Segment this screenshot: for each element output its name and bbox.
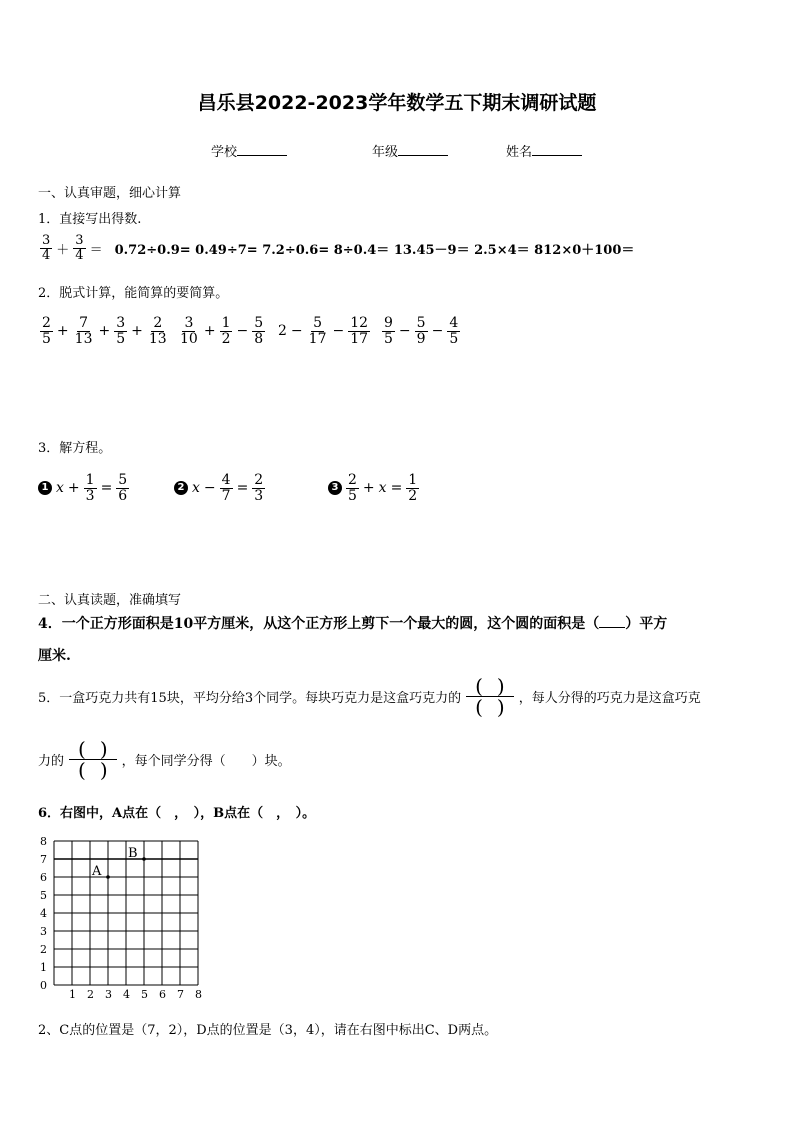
operator: x — [56, 480, 64, 497]
operator: − — [203, 480, 216, 497]
operator: − — [398, 323, 411, 340]
q4-text-b: ）平方 — [625, 616, 668, 632]
operator: − — [236, 323, 249, 340]
y-tick-label: 2 — [40, 943, 47, 956]
q3-text: 3．解方程。 — [38, 441, 112, 456]
fraction: $\frac{5}{8}$ — [254, 315, 264, 347]
q5-fraction-blank-2[interactable]: $\frac{()}{()}$ — [64, 739, 122, 780]
x-tick-label: 7 — [177, 988, 184, 1001]
point-b-marker — [142, 857, 146, 861]
x-tick-label: 3 — [105, 988, 112, 1001]
fraction: $\frac{3}{5}$ — [116, 315, 126, 347]
fraction: $\frac{2}{13}$ — [148, 315, 167, 347]
x-tick-label: 2 — [87, 988, 94, 1001]
school-blank[interactable] — [237, 143, 287, 156]
fraction: $\frac{5}{6}$ — [118, 472, 128, 504]
q1-expressions — [38, 234, 636, 262]
grade-blank[interactable] — [398, 143, 448, 156]
point-a-marker — [106, 875, 110, 879]
operator: + — [56, 323, 69, 340]
coordinate-grid — [36, 830, 211, 1005]
q3-equation-1 — [38, 473, 131, 503]
point-a-label: A — [92, 864, 102, 879]
operator: = — [390, 480, 403, 497]
q5-line2 — [38, 739, 291, 780]
name-label: 姓名 — [506, 145, 533, 160]
fraction: $\frac{4}{5}$ — [449, 315, 459, 347]
q2-expr-1 — [38, 316, 171, 346]
operator: − — [431, 323, 444, 340]
q4-answer-blank[interactable] — [599, 615, 625, 628]
fraction: $\frac{9}{5}$ — [384, 315, 393, 347]
q1-frac-a: $\frac{3}{4}$ — [42, 233, 51, 263]
q4-text-a: 4．一个正方形面积是10平方厘米，从这个正方形上剪下一个最大的圆，这个圆的面积是（ — [38, 616, 600, 632]
q4-line2: 厘米. — [38, 648, 71, 664]
operator: x — [192, 480, 200, 497]
q2-expr-3 — [276, 316, 372, 346]
grade-label: 年级 — [372, 145, 399, 160]
q3-equation-3 — [328, 473, 421, 503]
section2-heading: 二、认真读题，准确填写 — [38, 593, 182, 608]
page-title: 昌乐县2022-2023学年数学五下期末调研试题 — [197, 92, 597, 114]
name-field — [506, 141, 582, 160]
fraction: $\frac{1}{2}$ — [408, 472, 418, 504]
fraction: $\frac{1}{3}$ — [85, 472, 95, 504]
fraction: $\frac{7}{13}$ — [74, 315, 93, 347]
q2-expr-4 — [380, 316, 462, 346]
x-tick-label: 5 — [141, 988, 148, 1001]
school-field — [211, 141, 287, 160]
grade-field — [372, 141, 448, 160]
q5-text-c: 力的 — [38, 754, 65, 769]
y-tick-label: 0 — [40, 979, 47, 992]
q5-line1 — [38, 676, 701, 717]
circled-number: 3 — [328, 481, 342, 495]
operator: = — [236, 480, 249, 497]
name-blank[interactable] — [532, 143, 582, 156]
y-tick-label: 3 — [40, 925, 47, 938]
operator: + — [203, 323, 216, 340]
operator: − — [332, 323, 345, 340]
q6-text: 6．右图中，A点在（ ， ），B点在（ ， ）。 — [38, 806, 316, 821]
y-tick-label: 6 — [40, 871, 47, 884]
operator: x — [378, 480, 387, 497]
point-b-label: B — [128, 846, 138, 861]
circled-number: 2 — [174, 481, 188, 495]
fraction: $\frac{2}{5}$ — [42, 315, 51, 347]
fraction: $\frac{5}{9}$ — [416, 315, 426, 347]
fraction: $\frac{2}{5}$ — [348, 472, 357, 504]
q7-text: 2、C点的位置是（7，2），D点的位置是（3，4），请在右图中标出C、D两点。 — [38, 1023, 498, 1038]
operator: 2 — [278, 323, 287, 340]
q4-line1 — [38, 613, 667, 633]
x-tick-label: 8 — [195, 988, 202, 1001]
y-tick-label: 7 — [40, 853, 47, 866]
y-tick-label: 4 — [40, 907, 47, 920]
section1-heading: 一、认真审题，细心计算 — [38, 186, 182, 201]
operator: + — [67, 480, 80, 497]
operator: − — [290, 323, 303, 340]
school-label: 学校 — [211, 145, 238, 160]
q1-rest: 0.72÷0.9= 0.49÷7= 7.2÷0.6= 8÷0.4＝ 13.45－9＝ 2.5×4＝ 812×0＋100＝ — [114, 242, 635, 258]
y-tick-label: 8 — [40, 835, 47, 848]
operator: + — [362, 480, 375, 497]
circled-number: 1 — [38, 481, 52, 495]
fraction: $\frac{2}{3}$ — [254, 472, 264, 504]
q5-text-b: ，每人分得的巧克力是这盒巧克 — [518, 691, 701, 706]
q5-text-a: 5．一盒巧克力共有15块，平均分给3个同学。每块巧克力是这盒巧克力的 — [38, 691, 462, 706]
q3-equation-2 — [174, 473, 267, 503]
q2-expr-2 — [176, 316, 267, 346]
plus-sign: ＋ — [56, 242, 70, 258]
equals-sign: ＝ — [89, 242, 103, 258]
q5-fraction-blank-1[interactable]: $\frac{()}{()}$ — [461, 676, 519, 717]
q5-text-d: ，每个同学分得（ ）块。 — [121, 754, 291, 769]
fraction: $\frac{5}{17}$ — [308, 315, 327, 347]
fraction: $\frac{12}{17}$ — [350, 315, 369, 347]
operator: = — [100, 480, 113, 497]
fraction: $\frac{1}{2}$ — [221, 315, 231, 347]
q2-text: 2．脱式计算，能简算的要简算。 — [38, 286, 229, 301]
q1-frac-b: $\frac{3}{4}$ — [75, 233, 84, 263]
q1-text: 1．直接写出得数. — [38, 212, 142, 227]
fraction: $\frac{4}{7}$ — [221, 472, 231, 504]
x-tick-label: 6 — [159, 988, 166, 1001]
operator: + — [98, 323, 111, 340]
fraction: $\frac{3}{10}$ — [180, 315, 198, 347]
y-tick-label: 1 — [40, 961, 47, 974]
x-tick-label: 4 — [123, 988, 130, 1001]
y-tick-label: 5 — [40, 889, 47, 902]
x-tick-label: 1 — [69, 988, 76, 1001]
operator: + — [131, 323, 143, 340]
